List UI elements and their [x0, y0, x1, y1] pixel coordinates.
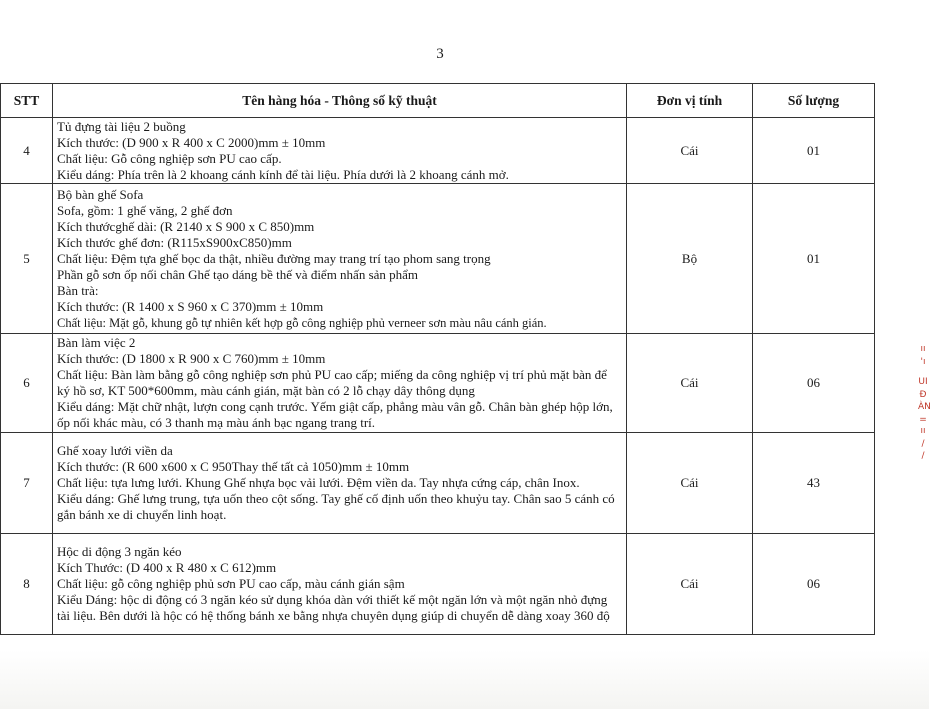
item-spec-line: Kích thước: (R 600 x600 x C 950Thay thế tất cả 1050)mm ± 10mm	[57, 459, 410, 474]
item-spec-line: Kiểu Dáng: hộc di động có 3 ngăn kéo sử dụng khóa dàn với thiết kế một ngăn lớn và một ngăn nhỏ đựng tài liệu. Bên dưới là hộc có hệ thống bánh xe bằng nhựa chuyên dụng giúp di chuyển dễ dàng xoay 360 độ	[57, 592, 610, 623]
row-description	[53, 118, 627, 184]
item-title: Hộc di động 3 ngăn kéo	[57, 544, 182, 559]
header-qty: Số lượng	[753, 84, 875, 118]
row-qty: 06	[753, 334, 875, 433]
margin-stamp-mark: =	[919, 415, 927, 425]
table-row	[1, 534, 875, 635]
item-spec-line: Kiểu dáng: Mặt chữ nhật, lượn cong cạnh trước. Yếm giật cấp, phẳng màu vân gỗ. Chân bàn ghép hộp lớn, ốp nối khác màu, có 3 thanh mạ màu ánh bạc ngang trang trí.	[57, 399, 613, 430]
item-spec-line: Kích thước ghế đơn: (R115xS900xC850)mm	[57, 234, 292, 250]
row-unit: Cái	[627, 118, 753, 184]
table-row	[1, 118, 875, 184]
item-spec-line: Kiểu dáng: Phía trên là 2 khoang cánh kính để tài liệu. Phía dưới là 2 khoang cánh mở.	[57, 166, 509, 182]
row-qty: 43	[753, 433, 875, 534]
header-stt: STT	[1, 84, 53, 118]
row-description	[53, 433, 627, 534]
row-description	[53, 184, 627, 334]
margin-stamp-mark: /	[921, 451, 925, 461]
table-row	[1, 184, 875, 334]
margin-stamp-mark: UI	[918, 377, 928, 387]
item-spec-line: Kích thước: (D 1800 x R 900 x C 760)mm ± 10mm	[57, 351, 326, 366]
item-spec-line: Sofa, gồm: 1 ghế văng, 2 ghế đơn	[57, 202, 233, 218]
margin-stamp-mark: ıı	[920, 426, 926, 436]
row-qty: 06	[753, 534, 875, 635]
row-unit: Bộ	[627, 184, 753, 334]
item-spec-line: Phần gỗ sơn ốp nối chân Ghế tạo dáng bề thế và điểm nhấn sản phẩm	[57, 266, 419, 282]
table-row	[1, 334, 875, 433]
header-row	[1, 84, 875, 118]
row-stt: 6	[1, 334, 53, 433]
margin-stamp-mark: /	[921, 439, 925, 449]
item-title: Bàn làm việc 2	[57, 335, 136, 350]
page-number: 3	[436, 46, 444, 62]
margin-stamp-mark: ÀN	[918, 402, 931, 412]
margin-stamp-mark: 'ı	[920, 357, 926, 367]
row-unit: Cái	[627, 334, 753, 433]
item-spec-line: Chất liệu: Bàn làm bằng gỗ công nghiệp sơn phủ PU cao cấp; miếng da công nghiệp vị trí phủ mặt bàn để ký hồ sơ, KT 500*600mm, màu cánh gián, mặt bàn có 2 lỗ chạy dây thông dụng	[57, 367, 607, 398]
spec-table	[0, 83, 875, 635]
row-stt: 5	[1, 184, 53, 334]
row-description	[53, 534, 627, 635]
item-spec-line: Kích Thước: (D 400 x R 480 x C 612)mm	[57, 560, 277, 575]
row-stt: 7	[1, 433, 53, 534]
scan-shadow	[0, 650, 929, 709]
header-unit: Đơn vị tính	[627, 84, 753, 118]
row-description	[53, 334, 627, 433]
item-spec-line: Chất liệu: gỗ công nghiệp phủ sơn PU cao cấp, màu cánh gián sậm	[57, 576, 405, 591]
item-spec-line: Kích thướcghế dài: (R 2140 x S 900 x C 850)mm	[57, 218, 315, 234]
row-stt: 8	[1, 534, 53, 635]
table-row	[1, 433, 875, 534]
item-spec-line: Kiểu dáng: Ghế lưng trung, tựa uốn theo cột sống. Tay ghế cố định uốn theo khuỷu tay. Chân sao 5 cánh có gắn bánh xe di chuyển linh hoạt.	[57, 491, 615, 522]
item-spec-line: Chất liệu: Mặt gỗ, khung gỗ tự nhiên kết hợp gỗ công nghiệp phủ verneer sơn màu nâu cánh gián.	[57, 315, 547, 330]
item-title: Ghế xoay lưới viền da	[57, 443, 173, 458]
item-spec-line: Kích thước: (R 1400 x S 960 x C 370)mm ± 10mm	[57, 298, 324, 314]
row-qty: 01	[753, 118, 875, 184]
row-unit: Cái	[627, 534, 753, 635]
item-spec-line: Bàn trà:	[57, 282, 99, 298]
margin-stamp-mark: ıı	[920, 344, 926, 354]
item-spec-line: Kích thước: (D 900 x R 400 x C 2000)mm ± 10mm	[57, 134, 326, 150]
row-qty: 01	[753, 184, 875, 334]
row-stt: 4	[1, 118, 53, 184]
item-spec-line: Chất liệu: tựa lưng lưới. Khung Ghế nhựa bọc vải lưới. Đệm viền da. Tay nhựa cứng cáp, chân Inox.	[57, 475, 580, 490]
row-unit: Cái	[627, 433, 753, 534]
item-title: Bộ bàn ghế Sofa	[57, 186, 144, 202]
item-spec-line: Chất liệu: Đệm tựa ghế bọc da thật, nhiều đường may trang trí tạo phom sang trọng	[57, 250, 491, 266]
header-name: Tên hàng hóa - Thông số kỹ thuật	[53, 84, 627, 118]
item-spec-line: Chất liệu: Gỗ công nghiệp sơn PU cao cấp.	[57, 150, 282, 166]
margin-stamp-mark: Ð	[919, 390, 927, 400]
item-title: Tủ đựng tài liệu 2 buồng	[57, 118, 186, 134]
